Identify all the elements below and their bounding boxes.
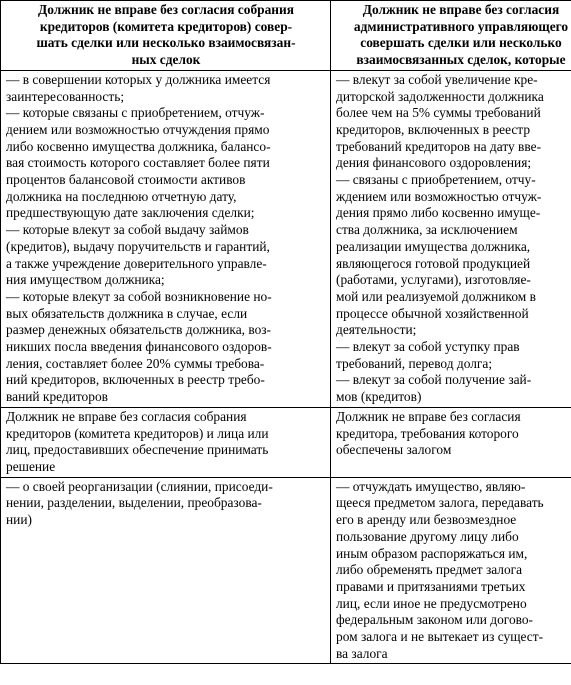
text-line: — о своей реорганизации (слиянии, присоеди-	[6, 478, 273, 494]
text-line: являющегося готовой продукцией	[336, 255, 531, 271]
text-line: дением или возможностью отчуждения прямо	[6, 121, 270, 137]
header-cell-pledge-creditor-consent	[331, 407, 571, 477]
text-line: требований, перевод долга;	[336, 355, 493, 371]
text-line: — которые влекут за собой возникновение но-	[6, 288, 272, 304]
text-line: Должник не вправе без согласия собрания	[6, 408, 247, 424]
text-line: размер денежных обязательств должника, воз-	[6, 322, 272, 338]
text-line: административного управляющего	[353, 18, 569, 34]
text-line: деятельности;	[336, 322, 417, 338]
text-line: более чем на 5% суммы требований	[336, 105, 541, 121]
text-line: дения финансового оздоровления;	[336, 155, 532, 171]
header-cell-manager-consent	[331, 1, 571, 71]
text-line: совершать сделки или несколько	[360, 35, 562, 51]
text-line: щееся предметом залога, передавать	[336, 495, 544, 511]
text-line: — которые связаны с приобретением, отчуж-	[6, 105, 265, 121]
text-line: процессе обычной хозяйственной	[336, 305, 529, 321]
body-cell-reorganization	[1, 477, 331, 664]
text-line: правами и притязаниями третьих	[336, 578, 526, 594]
text-line: должника на последнюю отчетную дату,	[6, 188, 237, 204]
text-line: процентов балансовой стоимости активов	[6, 172, 246, 188]
text-line: кредитора, требования которого	[336, 425, 519, 441]
text-line: обеспечены залогом	[336, 442, 452, 458]
text-line: кредиторов (комитета кредиторов) совер-	[39, 18, 293, 34]
text-line: пользование другому лицу либо	[336, 528, 519, 544]
text-line: шать сделки или несколько взаимосвязан-	[36, 35, 296, 51]
text-line: — связаны с приобретением, отчу-	[336, 172, 536, 188]
header-cell-guarantor-consent	[1, 407, 331, 477]
text-line: лиц, предоставивших обеспечение принимать	[6, 442, 269, 458]
header-cell-meeting-consent	[1, 1, 331, 71]
text-line: — влекут за собой уступку прав	[336, 339, 520, 355]
table-row-header-2	[1, 407, 571, 477]
text-line: никших посла введения финансового оздоров-	[6, 339, 272, 355]
text-line: предшествующую дате заключения сделки;	[6, 205, 255, 221]
text-line: а также учреждение доверительного управле-	[6, 255, 267, 271]
text-line: мов (кредитов)	[336, 389, 422, 405]
body-cell-manager-transactions	[331, 70, 571, 407]
text-line: — отчуждать имущество, являю-	[336, 478, 526, 494]
text-line: — которые влекут за собой выдачу займов	[6, 222, 249, 238]
text-line: кредиторов, включенных в реестр	[336, 121, 531, 137]
text-line: вых обязательств должника в случае, если	[6, 305, 248, 321]
text-line: Должник не вправе без согласия	[336, 408, 521, 424]
text-line: иным образом распоряжаться им,	[336, 545, 528, 561]
text-line: его в аренду или безвозмездное	[336, 512, 517, 528]
text-line: решение	[6, 458, 56, 474]
body-cell-pledged-property	[331, 477, 571, 664]
text-line: Должник не вправе без согласия	[362, 2, 560, 17]
text-line: — влекут за собой увеличение кре-	[336, 71, 538, 87]
text-line: требований кредиторов на дату вве-	[336, 138, 542, 154]
text-line: нии)	[6, 512, 32, 528]
text-line: ждением или возможностью отчуж-	[336, 188, 542, 204]
text-line: либо обременять предмет залога	[336, 562, 523, 578]
text-line: ных сделок	[131, 52, 201, 68]
text-line: ления, составляет более 20% суммы требова-	[6, 355, 265, 371]
text-line: ния имуществом должника;	[6, 272, 165, 288]
text-line: Должник не вправе без согласия собрания	[38, 2, 294, 17]
text-line: ства должника, за исключением	[336, 222, 518, 238]
text-line: ний кредиторов, включенных в реестр требо-	[6, 372, 265, 388]
table-row-header-1	[1, 1, 571, 71]
text-line: либо косвенно имущества должника, балансо-	[6, 138, 271, 154]
text-line: кредиторов (комитета кредиторов) и лица или	[6, 425, 269, 441]
text-line: — в совершении которых у должника имеется	[6, 71, 271, 87]
text-line: ром залога и не вытекает из сущест-	[336, 629, 544, 645]
text-line: заинтересованность;	[6, 88, 125, 104]
text-line: реализации имущества должника,	[336, 238, 531, 254]
text-line: федеральным законом или догово-	[336, 612, 534, 628]
text-line: дения прямо либо косвенно имуще-	[336, 205, 541, 221]
text-line: вая стоимость которого составляет более пяти	[6, 155, 270, 171]
table-row-body-2	[1, 477, 571, 664]
text-line: (работами, услугами), изготовляе-	[336, 272, 531, 288]
text-line: (кредитов), выдачу поручительств и гарантий,	[6, 238, 270, 254]
table-row-body-1	[1, 70, 571, 407]
text-line: нении, разделении, выделении, преобразова-	[6, 495, 262, 511]
text-line: мой или реализуемой должником в	[336, 288, 536, 304]
text-line: ва залога	[336, 645, 388, 661]
body-cell-meeting-transactions	[1, 70, 331, 407]
text-line: ваний кредиторов	[6, 389, 108, 405]
text-line: взаимосвязанных сделок, которые	[356, 52, 566, 68]
text-line: диторской задолженности должника	[336, 88, 544, 104]
text-line: — влекут за собой получение зай-	[336, 372, 532, 388]
text-line: лиц, если иное не предусмотрено	[336, 595, 527, 611]
